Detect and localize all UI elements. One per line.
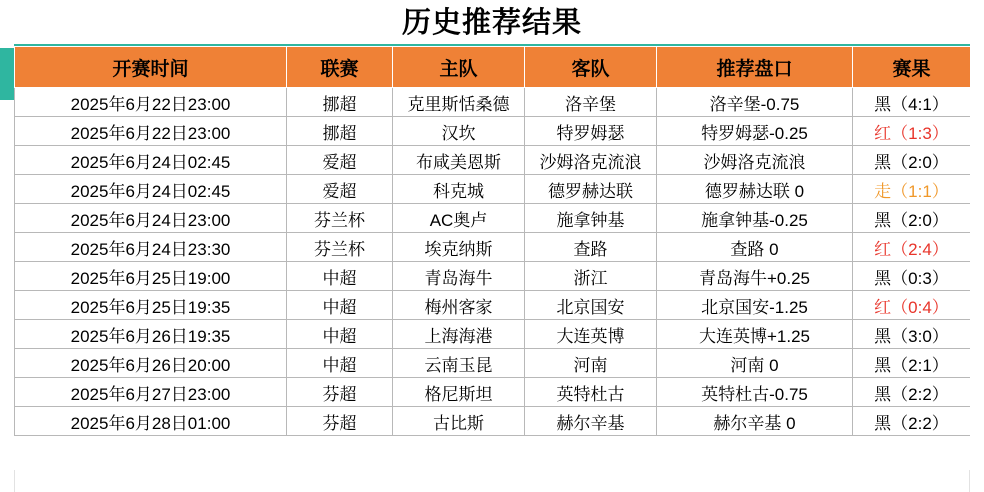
result-score: （2:2） bbox=[891, 384, 949, 404]
result-label: 黑 bbox=[874, 326, 892, 346]
cell-result bbox=[853, 262, 971, 291]
cell-recommended-line: 大连英博+1.25 bbox=[657, 320, 853, 349]
result-label: 黑 bbox=[874, 413, 892, 433]
cell-recommended-line: 特罗姆瑟-0.25 bbox=[657, 117, 853, 146]
cell-home-team: 汉坎 bbox=[393, 117, 525, 146]
table-row bbox=[15, 262, 971, 291]
result-score: （2:0） bbox=[891, 210, 949, 230]
table-row bbox=[15, 378, 971, 407]
result-label: 黑 bbox=[874, 94, 892, 114]
cell-away-team: 河南 bbox=[525, 349, 657, 378]
cell-result bbox=[853, 204, 971, 233]
cell-league: 芬超 bbox=[287, 378, 393, 407]
cell-away-team: 德罗赫达联 bbox=[525, 175, 657, 204]
cell-home-team: 格尼斯坦 bbox=[393, 378, 525, 407]
cell-away-team: 大连英博 bbox=[525, 320, 657, 349]
cell-result bbox=[853, 117, 971, 146]
cell-home-team: 梅州客家 bbox=[393, 291, 525, 320]
column-header-time: 开赛时间 bbox=[15, 47, 287, 88]
column-header-result: 赛果 bbox=[853, 47, 971, 88]
cell-away-team: 施拿钟基 bbox=[525, 204, 657, 233]
table-body bbox=[15, 88, 971, 436]
cell-home-team: 上海海港 bbox=[393, 320, 525, 349]
cell-home-team: 埃克纳斯 bbox=[393, 233, 525, 262]
cell-recommended-line: 河南 0 bbox=[657, 349, 853, 378]
result-label: 走 bbox=[874, 181, 892, 201]
cell-result bbox=[853, 320, 971, 349]
column-header-line: 推荐盘口 bbox=[657, 47, 853, 88]
cell-recommended-line: 德罗赫达联 0 bbox=[657, 175, 853, 204]
cell-time: 2025年6月28日01:00 bbox=[15, 407, 287, 436]
cell-result bbox=[853, 291, 971, 320]
cell-league: 挪超 bbox=[287, 88, 393, 117]
cell-away-team: 特罗姆瑟 bbox=[525, 117, 657, 146]
cell-league: 芬超 bbox=[287, 407, 393, 436]
cell-league: 芬兰杯 bbox=[287, 233, 393, 262]
table-row bbox=[15, 407, 971, 436]
cell-away-team: 赫尔辛基 bbox=[525, 407, 657, 436]
cell-time: 2025年6月27日23:00 bbox=[15, 378, 287, 407]
result-score: （4:1） bbox=[891, 94, 949, 114]
table-header-row bbox=[15, 47, 971, 88]
cell-result bbox=[853, 233, 971, 262]
cell-league: 中超 bbox=[287, 320, 393, 349]
right-gutter bbox=[970, 0, 984, 492]
cell-away-team: 洛辛堡 bbox=[525, 88, 657, 117]
cell-home-team: 布咸美恩斯 bbox=[393, 146, 525, 175]
cell-home-team: 云南玉昆 bbox=[393, 349, 525, 378]
cell-home-team: 科克城 bbox=[393, 175, 525, 204]
cell-time: 2025年6月22日23:00 bbox=[15, 88, 287, 117]
cell-recommended-line: 沙姆洛克流浪 bbox=[657, 146, 853, 175]
table-bottom-filler bbox=[14, 470, 970, 492]
cell-league: 中超 bbox=[287, 291, 393, 320]
result-score: （2:2） bbox=[891, 413, 949, 433]
result-score: （0:3） bbox=[891, 268, 949, 288]
cell-home-team: 古比斯 bbox=[393, 407, 525, 436]
cell-result bbox=[853, 175, 971, 204]
results-table bbox=[14, 46, 971, 436]
table-row bbox=[15, 88, 971, 117]
results-table-wrapper bbox=[14, 44, 970, 436]
cell-recommended-line: 北京国安-1.25 bbox=[657, 291, 853, 320]
result-label: 黑 bbox=[874, 152, 892, 172]
cell-recommended-line: 查路 0 bbox=[657, 233, 853, 262]
cell-recommended-line: 青岛海牛+0.25 bbox=[657, 262, 853, 291]
cell-league: 爱超 bbox=[287, 146, 393, 175]
result-score: （0:4） bbox=[891, 297, 949, 317]
cell-away-team: 浙江 bbox=[525, 262, 657, 291]
result-score: （2:1） bbox=[891, 355, 949, 375]
result-label: 黑 bbox=[874, 268, 892, 288]
result-label: 红 bbox=[874, 297, 892, 317]
cell-result bbox=[853, 407, 971, 436]
result-label: 红 bbox=[874, 123, 892, 143]
cell-result bbox=[853, 378, 971, 407]
result-score: （3:0） bbox=[891, 326, 949, 346]
result-score: （2:4） bbox=[891, 239, 949, 259]
result-label: 黑 bbox=[874, 210, 892, 230]
cell-home-team: 青岛海牛 bbox=[393, 262, 525, 291]
cell-time: 2025年6月26日20:00 bbox=[15, 349, 287, 378]
result-score: （2:0） bbox=[891, 152, 949, 172]
result-score: （1:3） bbox=[891, 123, 949, 143]
cell-league: 芬兰杯 bbox=[287, 204, 393, 233]
cell-away-team: 沙姆洛克流浪 bbox=[525, 146, 657, 175]
page-title: 历史推荐结果 bbox=[401, 7, 582, 39]
cell-time: 2025年6月24日23:30 bbox=[15, 233, 287, 262]
table-row bbox=[15, 320, 971, 349]
table-row bbox=[15, 291, 971, 320]
table-row bbox=[15, 349, 971, 378]
cell-time: 2025年6月26日19:35 bbox=[15, 320, 287, 349]
cell-league: 爱超 bbox=[287, 175, 393, 204]
cell-away-team: 英特杜古 bbox=[525, 378, 657, 407]
cell-time: 2025年6月25日19:00 bbox=[15, 262, 287, 291]
table-row bbox=[15, 146, 971, 175]
cell-away-team: 查路 bbox=[525, 233, 657, 262]
table-row bbox=[15, 233, 971, 262]
cell-time: 2025年6月24日23:00 bbox=[15, 204, 287, 233]
cell-home-team: AC奥卢 bbox=[393, 204, 525, 233]
cell-league: 中超 bbox=[287, 349, 393, 378]
result-score: （1:1） bbox=[891, 181, 949, 201]
accent-strip bbox=[0, 48, 14, 100]
cell-away-team: 北京国安 bbox=[525, 291, 657, 320]
cell-time: 2025年6月22日23:00 bbox=[15, 117, 287, 146]
cell-recommended-line: 英特杜古-0.75 bbox=[657, 378, 853, 407]
result-label: 红 bbox=[874, 239, 892, 259]
table-row bbox=[15, 204, 971, 233]
cell-recommended-line: 洛辛堡-0.75 bbox=[657, 88, 853, 117]
column-header-league: 联赛 bbox=[287, 47, 393, 88]
table-head bbox=[15, 47, 971, 88]
cell-time: 2025年6月24日02:45 bbox=[15, 175, 287, 204]
cell-recommended-line: 赫尔辛基 0 bbox=[657, 407, 853, 436]
column-header-away: 客队 bbox=[525, 47, 657, 88]
result-label: 黑 bbox=[874, 355, 892, 375]
table-row bbox=[15, 117, 971, 146]
cell-home-team: 克里斯恬桑德 bbox=[393, 88, 525, 117]
cell-recommended-line: 施拿钟基-0.25 bbox=[657, 204, 853, 233]
result-label: 黑 bbox=[874, 384, 892, 404]
cell-league: 中超 bbox=[287, 262, 393, 291]
cell-time: 2025年6月24日02:45 bbox=[15, 146, 287, 175]
table-row bbox=[15, 175, 971, 204]
column-header-home: 主队 bbox=[393, 47, 525, 88]
cell-result bbox=[853, 349, 971, 378]
cell-result bbox=[853, 146, 971, 175]
cell-result bbox=[853, 88, 971, 117]
cell-league: 挪超 bbox=[287, 117, 393, 146]
cell-time: 2025年6月25日19:35 bbox=[15, 291, 287, 320]
